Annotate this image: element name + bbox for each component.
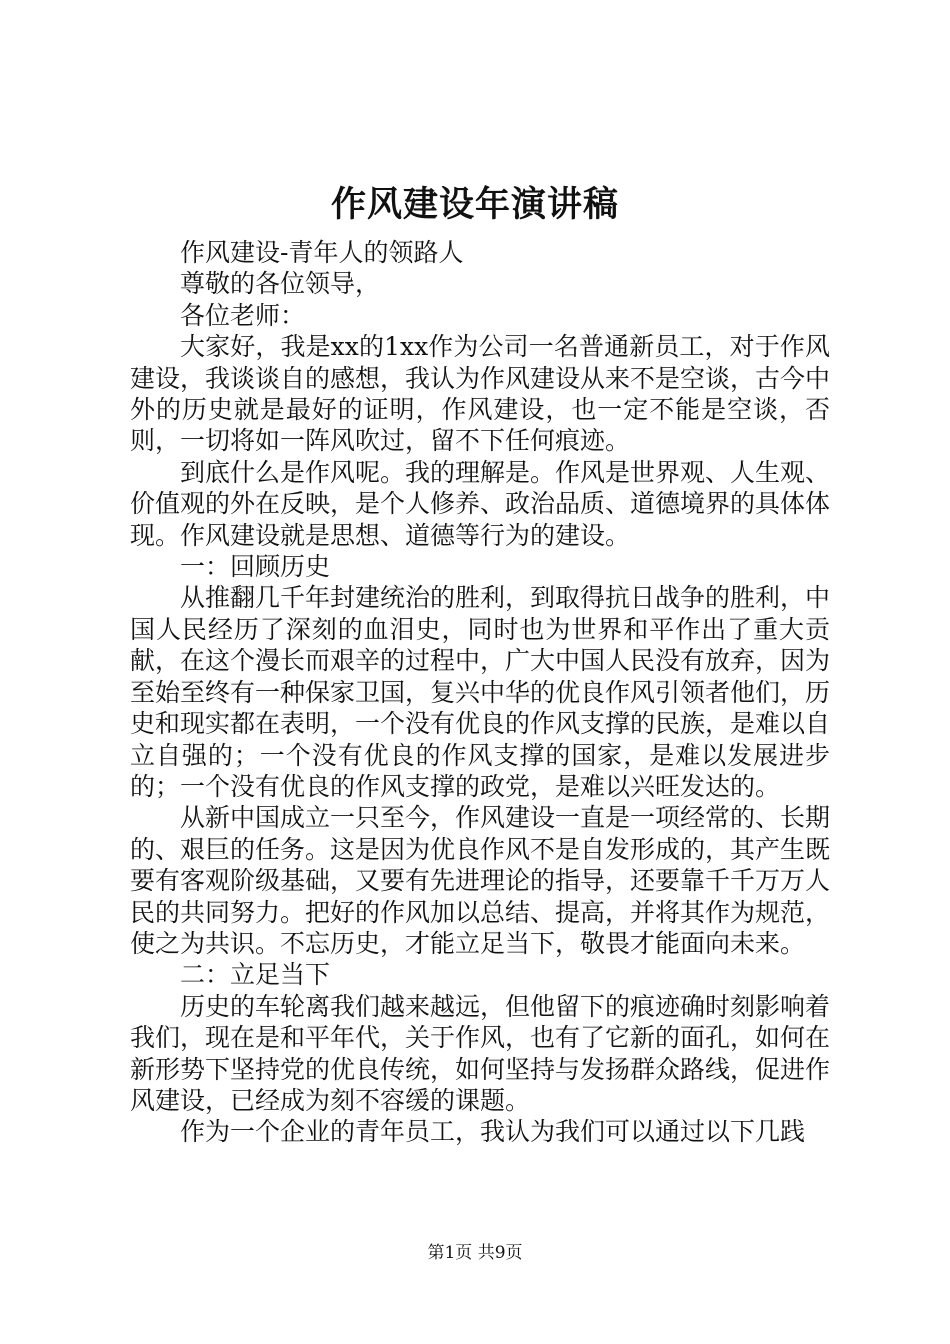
paragraph-youth-employee: 作为一个企业的青年员工，我认为我们可以通过以下几践: [180, 1117, 806, 1147]
paragraph-since-founding: 从新中国成立一只至今，作风建设一直是一项经常的、长期的、艰巨的任务。这是因为优良作风不是自发形成的，其产生既要有客观阶级基础，又要有先进理论的指导，还要靠千千万万人民的共同努力。把好的作风加以总结、提高，并将其作为规范，使之为共识。不忘历史，才能立足当下，敬畏才能面向未来。: [130, 803, 831, 958]
paragraph-introduction: 大家好，我是xx的1xx作为公司一名普通新员工，对于作风建设，我谈谈自的感想，我认为作风建设从来不是空谈，古今中外的历史就是最好的证明，作风建设，也一定不能是空谈，否则，一切将如一阵风吹过，留不下任何痕迹。: [130, 332, 831, 456]
paragraph-history: 从推翻几千年封建统治的胜利，到取得抗日战争的胜利，中国人民经历了深刻的血泪史，同时也为世界和平作出了重大贡献，在这个漫长而艰辛的过程中，广大中国人民没有放弃，因为至始至终有一种保家卫国，复兴中华的优良作风引领者他们，历史和现实都在表明，一个没有优良的作风支撑的民族，是难以自立自强的；一个没有优良的作风支撑的国家，是难以发展进步的；一个没有优良的作风支撑的政党，是难以兴旺发达的。: [130, 583, 831, 801]
paragraph-subtitle: 作风建设-青年人的领路人: [180, 238, 464, 267]
page-number-footer: 第1页 共9页: [427, 1243, 523, 1263]
section-heading-present: 二：立足当下: [180, 960, 331, 990]
paragraph-salutation-leaders: 尊敬的各位领导，: [180, 269, 381, 299]
paragraph-salutation-teachers: 各位老师：: [180, 300, 306, 330]
document-body: [130, 237, 830, 1148]
paragraph-definition: 到底什么是作风呢。我的理解是。作风是世界观、人生观、价值观的外在反映，是个人修养、政治品质、道德境界的具体体现。作风建设就是思想、道德等行为的建设。: [130, 457, 831, 550]
section-heading-history: 一：回顾历史: [180, 552, 331, 582]
document-title: 作风建设年演讲稿: [330, 184, 619, 225]
paragraph-present: 历史的车轮离我们越来越远，但他留下的痕迹确时刻影响着我们，现在是和平年代，关于作风，也有了它新的面孔，如何在新形势下坚持党的优良传统，如何坚持与发扬群众路线，促进作风建设，已经成为刻不容缓的课题。: [130, 991, 831, 1115]
